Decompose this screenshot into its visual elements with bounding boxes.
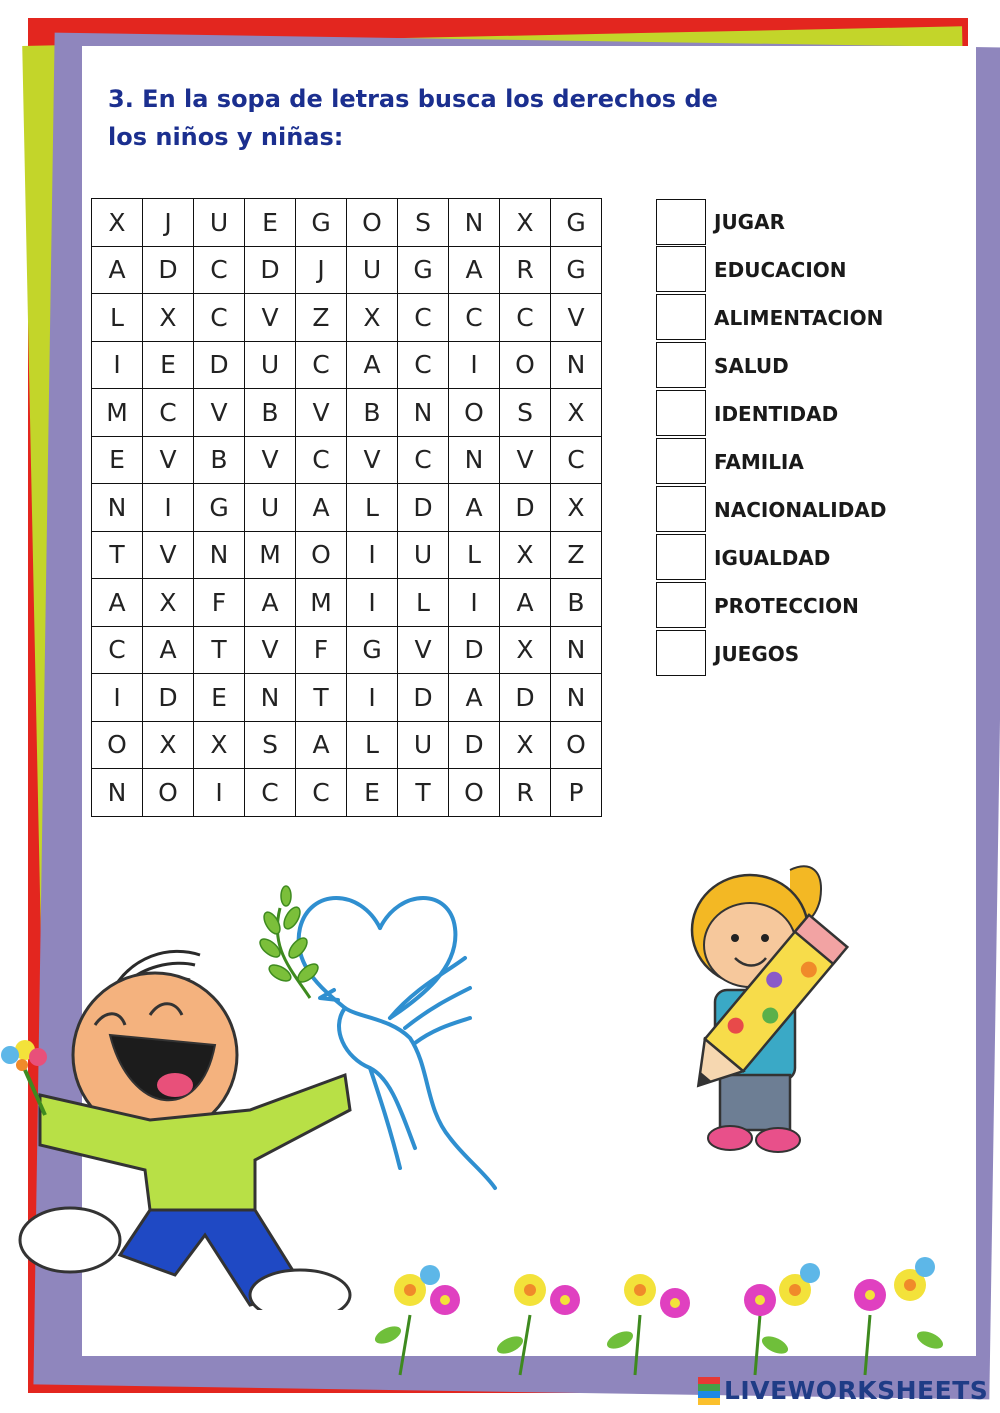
grid-letter-cell[interactable]: V — [143, 531, 194, 579]
grid-letter-cell[interactable]: G — [551, 246, 602, 294]
grid-letter-cell[interactable]: I — [449, 341, 500, 389]
grid-letter-cell[interactable]: V — [347, 436, 398, 484]
grid-letter-cell[interactable]: Z — [551, 531, 602, 579]
grid-letter-cell[interactable]: R — [500, 769, 551, 817]
grid-letter-cell[interactable]: C — [245, 769, 296, 817]
grid-letter-cell[interactable]: P — [551, 769, 602, 817]
flowers-border-illustration — [370, 1255, 960, 1380]
grid-letter-cell[interactable]: D — [500, 674, 551, 722]
grid-row — [92, 199, 602, 247]
grid-letter-cell[interactable]: E — [92, 436, 143, 484]
grid-letter-cell[interactable]: X — [143, 294, 194, 342]
grid-letter-cell[interactable]: U — [398, 721, 449, 769]
liveworksheets-watermark — [698, 1376, 988, 1405]
grid-letter-cell[interactable]: I — [194, 769, 245, 817]
word-checkbox[interactable] — [656, 582, 706, 628]
grid-row — [92, 246, 602, 294]
grid-letter-cell[interactable]: N — [398, 389, 449, 437]
word-checkbox[interactable] — [656, 534, 706, 580]
grid-letter-cell[interactable]: Z — [296, 294, 347, 342]
grid-letter-cell[interactable]: C — [296, 341, 347, 389]
grid-letter-cell[interactable]: T — [92, 531, 143, 579]
grid-letter-cell[interactable]: O — [347, 199, 398, 247]
grid-letter-cell[interactable]: I — [347, 531, 398, 579]
grid-letter-cell[interactable]: U — [245, 341, 296, 389]
word-list-item — [656, 198, 886, 246]
word-list-item — [656, 294, 886, 342]
grid-letter-cell[interactable]: X — [500, 626, 551, 674]
word-label: NACIONALIDAD — [714, 498, 887, 522]
grid-letter-cell[interactable]: A — [92, 246, 143, 294]
grid-row — [92, 769, 602, 817]
grid-letter-cell[interactable]: O — [92, 721, 143, 769]
grid-letter-cell[interactable]: N — [92, 769, 143, 817]
grid-letter-cell[interactable]: M — [245, 531, 296, 579]
grid-letter-cell[interactable]: D — [500, 484, 551, 532]
grid-letter-cell[interactable]: X — [551, 484, 602, 532]
grid-letter-cell[interactable]: A — [296, 484, 347, 532]
grid-letter-cell[interactable]: E — [347, 769, 398, 817]
grid-row — [92, 389, 602, 437]
grid-letter-cell[interactable]: N — [194, 531, 245, 579]
grid-letter-cell[interactable]: C — [194, 246, 245, 294]
grid-letter-cell[interactable]: X — [347, 294, 398, 342]
grid-letter-cell[interactable]: X — [194, 721, 245, 769]
word-list-item — [656, 486, 886, 534]
laughing-boy-illustration — [0, 935, 360, 1310]
grid-letter-cell[interactable]: V — [143, 436, 194, 484]
grid-letter-cell[interactable]: X — [143, 579, 194, 627]
grid-letter-cell[interactable]: V — [245, 436, 296, 484]
grid-letter-cell[interactable]: A — [449, 246, 500, 294]
grid-letter-cell[interactable]: U — [245, 484, 296, 532]
grid-letter-cell[interactable]: X — [500, 199, 551, 247]
word-checkbox[interactable] — [656, 438, 706, 484]
grid-letter-cell[interactable]: O — [500, 341, 551, 389]
grid-letter-cell[interactable]: G — [347, 626, 398, 674]
grid-letter-cell[interactable]: S — [500, 389, 551, 437]
grid-letter-cell[interactable]: N — [551, 626, 602, 674]
word-list-item — [656, 534, 886, 582]
grid-letter-cell[interactable]: A — [92, 579, 143, 627]
grid-letter-cell[interactable]: S — [398, 199, 449, 247]
grid-letter-cell[interactable]: L — [449, 531, 500, 579]
word-label: IDENTIDAD — [714, 402, 839, 426]
grid-row — [92, 531, 602, 579]
grid-letter-cell[interactable]: D — [143, 246, 194, 294]
grid-letter-cell[interactable]: T — [398, 769, 449, 817]
grid-letter-cell[interactable]: E — [143, 341, 194, 389]
grid-letter-cell[interactable]: C — [143, 389, 194, 437]
grid-letter-cell[interactable]: A — [500, 579, 551, 627]
word-label: JUGAR — [714, 210, 785, 234]
grid-letter-cell[interactable]: A — [449, 484, 500, 532]
grid-row — [92, 579, 602, 627]
word-list-item — [656, 390, 886, 438]
liveworksheets-logo-icon — [698, 1377, 720, 1405]
grid-letter-cell[interactable]: C — [551, 436, 602, 484]
word-list-item — [656, 246, 886, 294]
grid-letter-cell[interactable]: C — [398, 294, 449, 342]
word-checkbox[interactable] — [656, 630, 706, 676]
grid-letter-cell[interactable]: O — [296, 531, 347, 579]
grid-letter-cell[interactable]: L — [92, 294, 143, 342]
grid-letter-cell[interactable]: R — [500, 246, 551, 294]
watermark-text: LIVEWORKSHEETS — [724, 1376, 989, 1405]
grid-letter-cell[interactable]: N — [551, 674, 602, 722]
word-label: FAMILIA — [714, 450, 804, 474]
grid-letter-cell[interactable]: O — [551, 721, 602, 769]
grid-letter-cell[interactable]: I — [92, 341, 143, 389]
grid-letter-cell[interactable]: U — [398, 531, 449, 579]
word-label: EDUCACION — [714, 258, 847, 282]
flower-icon — [1, 1040, 47, 1115]
grid-letter-cell[interactable]: L — [398, 579, 449, 627]
word-list — [656, 198, 886, 678]
grid-letter-cell[interactable]: M — [92, 389, 143, 437]
grid-letter-cell[interactable]: V — [551, 294, 602, 342]
grid-letter-cell[interactable]: A — [143, 626, 194, 674]
grid-letter-cell[interactable]: N — [551, 341, 602, 389]
word-checkbox[interactable] — [656, 342, 706, 388]
grid-letter-cell[interactable]: I — [347, 579, 398, 627]
word-checkbox[interactable] — [656, 294, 706, 340]
grid-letter-cell[interactable]: C — [500, 294, 551, 342]
grid-row — [92, 484, 602, 532]
grid-letter-cell[interactable]: I — [449, 579, 500, 627]
grid-letter-cell[interactable]: T — [194, 626, 245, 674]
grid-letter-cell[interactable]: A — [449, 674, 500, 722]
grid-letter-cell[interactable]: N — [449, 199, 500, 247]
grid-letter-cell[interactable]: I — [347, 674, 398, 722]
grid-letter-cell[interactable]: C — [296, 436, 347, 484]
grid-letter-cell[interactable]: O — [449, 389, 500, 437]
grid-letter-cell[interactable]: I — [92, 674, 143, 722]
worksheet-title: 3. En la sopa de letras busca los derechos de los niños y niñas: — [108, 85, 718, 151]
grid-letter-cell[interactable]: D — [143, 674, 194, 722]
grid-letter-cell[interactable]: D — [398, 484, 449, 532]
word-label: IGUALDAD — [714, 546, 831, 570]
grid-letter-cell[interactable]: X — [551, 389, 602, 437]
grid-letter-cell[interactable]: E — [194, 674, 245, 722]
grid-letter-cell[interactable]: J — [143, 199, 194, 247]
word-label: SALUD — [714, 354, 789, 378]
grid-letter-cell[interactable]: V — [194, 389, 245, 437]
grid-letter-cell[interactable]: B — [347, 389, 398, 437]
grid-letter-cell[interactable]: B — [245, 389, 296, 437]
grid-letter-cell[interactable]: J — [296, 246, 347, 294]
grid-letter-cell[interactable]: N — [92, 484, 143, 532]
grid-letter-cell[interactable]: B — [194, 436, 245, 484]
grid-letter-cell[interactable]: C — [398, 436, 449, 484]
grid-letter-cell[interactable]: C — [398, 341, 449, 389]
grid-row — [92, 674, 602, 722]
word-checkbox[interactable] — [656, 246, 706, 292]
grid-letter-cell[interactable]: L — [347, 721, 398, 769]
grid-letter-cell[interactable]: G — [398, 246, 449, 294]
word-checkbox[interactable] — [656, 199, 706, 245]
word-label: JUEGOS — [714, 642, 800, 666]
grid-letter-cell[interactable]: C — [194, 294, 245, 342]
grid-letter-cell[interactable]: M — [296, 579, 347, 627]
grid-letter-cell[interactable]: A — [245, 579, 296, 627]
grid-row — [92, 294, 602, 342]
word-label: PROTECCION — [714, 594, 859, 618]
grid-letter-cell[interactable]: F — [296, 626, 347, 674]
grid-letter-cell[interactable]: F — [194, 579, 245, 627]
word-search-grid — [91, 198, 602, 817]
grid-letter-cell[interactable]: X — [143, 721, 194, 769]
grid-letter-cell[interactable]: X — [92, 199, 143, 247]
grid-letter-cell[interactable]: G — [194, 484, 245, 532]
grid-letter-cell[interactable]: V — [500, 436, 551, 484]
word-list-item — [656, 582, 886, 630]
grid-letter-cell[interactable]: D — [194, 341, 245, 389]
grid-letter-cell[interactable]: B — [551, 579, 602, 627]
grid-letter-cell[interactable]: C — [92, 626, 143, 674]
grid-letter-cell[interactable]: A — [296, 721, 347, 769]
grid-letter-cell[interactable]: L — [347, 484, 398, 532]
grid-letter-cell[interactable]: S — [245, 721, 296, 769]
grid-letter-cell[interactable]: C — [296, 769, 347, 817]
grid-letter-cell[interactable]: T — [296, 674, 347, 722]
grid-letter-cell[interactable]: O — [143, 769, 194, 817]
grid-letter-cell[interactable]: E — [245, 199, 296, 247]
grid-letter-cell[interactable]: O — [449, 769, 500, 817]
grid-letter-cell[interactable]: I — [143, 484, 194, 532]
grid-letter-cell[interactable]: N — [449, 436, 500, 484]
grid-letter-cell[interactable]: A — [347, 341, 398, 389]
grid-letter-cell[interactable]: D — [449, 721, 500, 769]
word-checkbox[interactable] — [656, 486, 706, 532]
grid-letter-cell[interactable]: D — [245, 246, 296, 294]
grid-letter-cell[interactable]: G — [296, 199, 347, 247]
grid-letter-cell[interactable]: D — [398, 674, 449, 722]
grid-letter-cell[interactable]: V — [296, 389, 347, 437]
grid-row — [92, 721, 602, 769]
grid-letter-cell[interactable]: U — [347, 246, 398, 294]
grid-row — [92, 436, 602, 484]
word-list-item — [656, 342, 886, 390]
word-list-item — [656, 630, 886, 678]
grid-letter-cell[interactable]: C — [449, 294, 500, 342]
grid-letter-cell[interactable]: D — [449, 626, 500, 674]
grid-letter-cell[interactable]: X — [500, 721, 551, 769]
grid-letter-cell[interactable]: U — [194, 199, 245, 247]
grid-row — [92, 626, 602, 674]
grid-letter-cell[interactable]: V — [398, 626, 449, 674]
grid-row — [92, 341, 602, 389]
grid-letter-cell[interactable]: X — [500, 531, 551, 579]
grid-letter-cell[interactable]: N — [245, 674, 296, 722]
grid-letter-cell[interactable]: V — [245, 294, 296, 342]
word-checkbox[interactable] — [656, 390, 706, 436]
word-list-item — [656, 438, 886, 486]
grid-letter-cell[interactable]: G — [551, 199, 602, 247]
girl-with-pencil-illustration — [650, 860, 880, 1160]
grid-letter-cell[interactable]: V — [245, 626, 296, 674]
word-label: ALIMENTACION — [714, 306, 884, 330]
